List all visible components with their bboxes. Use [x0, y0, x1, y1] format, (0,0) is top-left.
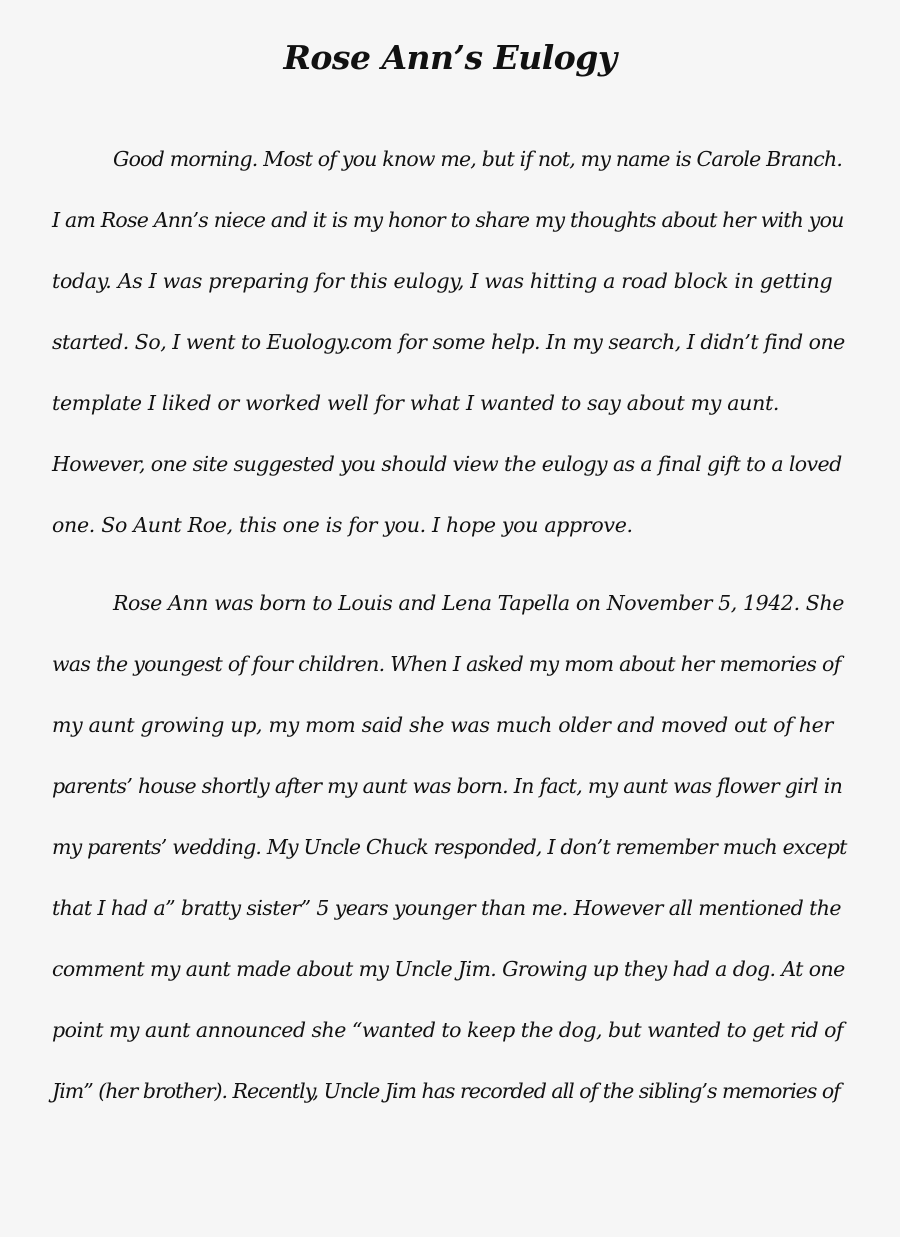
paragraph-2-line-9: Jim” (her brother). Recently, Uncle Jim has recorded all of the sibling’s memories of — [52, 1079, 840, 1103]
paragraph-2-line-7: comment my aunt made about my Uncle Jim. Growing up they had a dog. At one — [52, 957, 845, 981]
paragraph-2-line-5: my parents’ wedding. My Uncle Chuck responded, I don’t remember much except — [52, 835, 847, 859]
paragraph-1-line-4: started. So, I went to Euology.com for some help. In my search, I didn’t find one — [52, 330, 845, 354]
paragraph-2-line-6: that I had a” bratty sister” 5 years younger than me. However all mentioned the — [52, 896, 841, 920]
paragraph-1-line-2: I am Rose Ann’s niece and it is my honor to share my thoughts about her with you — [52, 208, 844, 232]
paragraph-1-line-6: However, one site suggested you should view the eulogy as a final gift to a loved — [52, 452, 842, 476]
paragraph-1-line-3: today. As I was preparing for this eulogy, I was hitting a road block in getting — [52, 269, 833, 293]
paragraph-2-line-3: my aunt growing up, my mom said she was much older and moved out of her — [52, 713, 833, 737]
paragraph-1-line-5: template I liked or worked well for what I wanted to say about my aunt. — [52, 391, 780, 415]
paragraph-2-line-4: parents’ house shortly after my aunt was born. In fact, my aunt was flower girl in — [52, 774, 843, 798]
paragraph-2-line-2: was the youngest of four children. When I asked my mom about her memories of — [52, 652, 841, 676]
paragraph-2-line-1: Rose Ann was born to Louis and Lena Tapella on November 5, 1942. She — [113, 591, 844, 615]
paragraph-1-line-1: Good morning. Most of you know me, but if not, my name is Carole Branch. — [113, 147, 843, 171]
document-title: Rose Ann’s Eulogy — [283, 38, 617, 77]
paragraph-1-line-7: one. So Aunt Roe, this one is for you. I hope you approve. — [52, 513, 633, 537]
paragraph-2-line-8: point my aunt announced she “wanted to keep the dog, but wanted to get rid of — [52, 1018, 844, 1042]
